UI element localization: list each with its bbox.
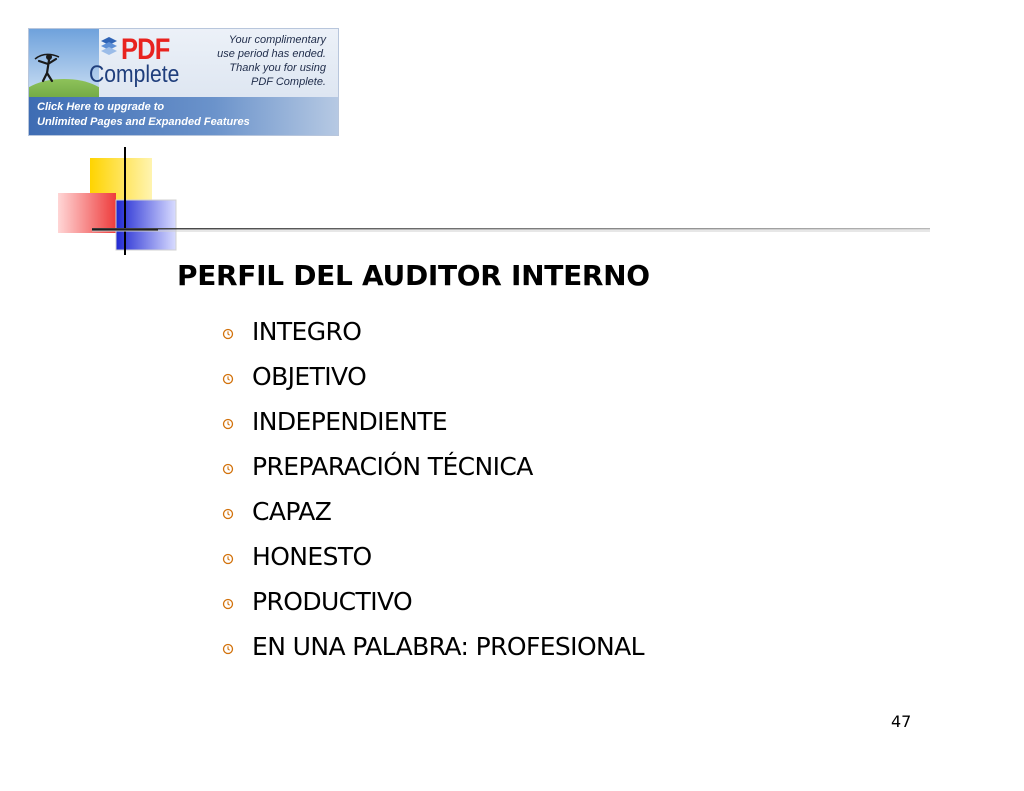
- list-item: [222, 579, 644, 624]
- list-item: [222, 534, 644, 579]
- slide-title: PERFIL DEL AUDITOR INTERNO: [177, 259, 650, 292]
- clock-bullet-icon: [222, 598, 234, 610]
- page-number: 47: [891, 712, 912, 731]
- trial-expired-note: [176, 33, 326, 89]
- bullet-list: [222, 309, 644, 669]
- list-item: [222, 624, 644, 669]
- bullet-text: EN UNA PALABRA: PROFESIONAL: [252, 632, 644, 661]
- upgrade-link[interactable]: [29, 97, 338, 135]
- bullet-text: PREPARACIÓN TÉCNICA: [252, 452, 533, 481]
- upgrade-line: Unlimited Pages and Expanded Features: [37, 116, 250, 128]
- red-square: [58, 193, 116, 233]
- note-line: use period has ended.: [217, 48, 326, 60]
- bullet-text: PRODUCTIVO: [252, 587, 413, 616]
- clock-bullet-icon: [222, 373, 234, 385]
- clock-bullet-icon: [222, 418, 234, 430]
- list-item: [222, 444, 644, 489]
- bullet-text: OBJETIVO: [252, 362, 367, 391]
- clock-bullet-icon: [222, 328, 234, 340]
- upgrade-line: Click Here to upgrade to: [37, 101, 165, 113]
- note-line: Thank you for using: [229, 62, 326, 74]
- pdf-stack-icon: [99, 35, 119, 57]
- pdf-logo-subtitle: Complete: [89, 61, 180, 88]
- clock-bullet-icon: [222, 508, 234, 520]
- clock-bullet-icon: [222, 553, 234, 565]
- clock-bullet-icon: [222, 643, 234, 655]
- list-item: [222, 489, 644, 534]
- note-line: PDF Complete.: [251, 76, 326, 88]
- pdf-logo-word: PDF: [121, 33, 170, 66]
- list-item: [222, 354, 644, 399]
- title-rule: [92, 228, 930, 232]
- bullet-text: CAPAZ: [252, 497, 332, 526]
- bullet-text: INTEGRO: [252, 317, 362, 346]
- list-item: [222, 309, 644, 354]
- pdf-complete-banner[interactable]: [28, 28, 339, 136]
- clock-bullet-icon: [222, 463, 234, 475]
- bullet-text: INDEPENDIENTE: [252, 407, 448, 436]
- note-line: Your complimentary: [228, 34, 326, 46]
- list-item: [222, 399, 644, 444]
- decorative-squares: [58, 145, 218, 260]
- bullet-text: HONESTO: [252, 542, 372, 571]
